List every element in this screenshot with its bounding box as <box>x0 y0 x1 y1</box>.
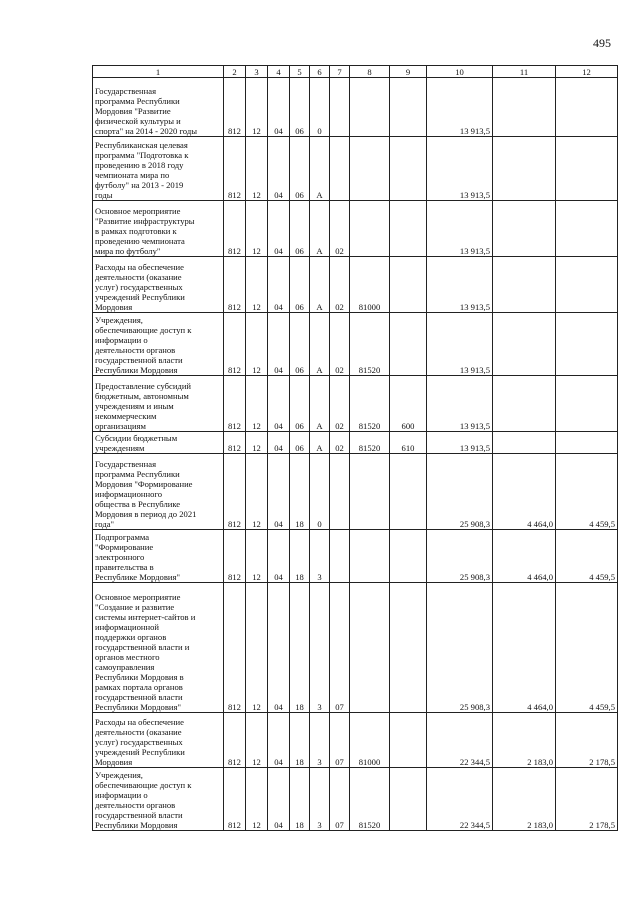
table-row <box>93 530 618 583</box>
cell-col-5: 18 <box>290 768 310 831</box>
cell-col-3: 12 <box>246 583 268 713</box>
cell-col-9 <box>390 768 427 831</box>
cell-col-12: 4 459,5 <box>556 454 618 530</box>
column-header-10: 10 <box>427 66 493 78</box>
cell-col-8 <box>350 583 390 713</box>
table-row <box>93 201 618 257</box>
row-name-cell: Расходы на обеспечение деятельности (оказание услуг) государственных учреждений Республики Мордовия <box>93 257 224 313</box>
column-header-8: 8 <box>350 66 390 78</box>
cell-col-12 <box>556 432 618 454</box>
cell-col-4: 04 <box>268 454 290 530</box>
cell-col-11: 4 464,0 <box>493 454 556 530</box>
table-header-row <box>93 66 618 78</box>
cell-col-7: 02 <box>330 432 350 454</box>
cell-col-8 <box>350 530 390 583</box>
cell-col-7: 07 <box>330 713 350 768</box>
cell-col-3: 12 <box>246 768 268 831</box>
cell-col-3: 12 <box>246 454 268 530</box>
page-number: 495 <box>593 36 611 50</box>
table-row <box>93 78 618 137</box>
budget-table <box>92 65 618 831</box>
cell-col-7: 02 <box>330 257 350 313</box>
cell-col-6: 3 <box>310 583 330 713</box>
cell-col-6: А <box>310 376 330 432</box>
cell-col-4: 04 <box>268 137 290 201</box>
cell-col-4: 04 <box>268 768 290 831</box>
cell-col-3: 12 <box>246 257 268 313</box>
table-row <box>93 713 618 768</box>
cell-col-6: А <box>310 313 330 376</box>
column-header-9: 9 <box>390 66 427 78</box>
cell-col-11 <box>493 432 556 454</box>
cell-col-9 <box>390 257 427 313</box>
column-header-2: 2 <box>224 66 246 78</box>
cell-col-6: 0 <box>310 454 330 530</box>
row-name-cell: Учреждения, обеспечивающие доступ к информации о деятельности органов государственной власти Республики Мордовия <box>93 313 224 376</box>
cell-col-11 <box>493 376 556 432</box>
row-name-cell: Основное мероприятие "Создание и развитие системы интернет-сайтов и информационной поддержки органов государственной власти и органов местного самоуправления Республики Мордовия в рамках портала органов государственной власти Республики Мордовия" <box>93 583 224 713</box>
cell-col-6: 3 <box>310 768 330 831</box>
cell-col-9 <box>390 313 427 376</box>
cell-col-12 <box>556 313 618 376</box>
cell-col-6: А <box>310 137 330 201</box>
cell-col-9: 600 <box>390 376 427 432</box>
cell-col-6: 0 <box>310 78 330 137</box>
cell-col-12 <box>556 78 618 137</box>
cell-col-10: 22 344,5 <box>427 768 493 831</box>
cell-col-7: 02 <box>330 201 350 257</box>
row-name-cell: Расходы на обеспечение деятельности (оказание услуг) государственных учреждений Республики Мордовия <box>93 713 224 768</box>
cell-col-6: А <box>310 201 330 257</box>
cell-col-6: А <box>310 432 330 454</box>
cell-col-3: 12 <box>246 137 268 201</box>
row-name-cell: Предоставление субсидий бюджетным, автономным учреждениям и иным некоммерческим организациям <box>93 376 224 432</box>
cell-col-9 <box>390 201 427 257</box>
cell-col-10: 13 913,5 <box>427 313 493 376</box>
cell-col-9: 610 <box>390 432 427 454</box>
cell-col-5: 18 <box>290 454 310 530</box>
table-row <box>93 313 618 376</box>
cell-col-3: 12 <box>246 78 268 137</box>
cell-col-3: 12 <box>246 432 268 454</box>
cell-col-12: 4 459,5 <box>556 583 618 713</box>
cell-col-8: 81520 <box>350 432 390 454</box>
cell-col-2: 812 <box>224 530 246 583</box>
cell-col-5: 06 <box>290 257 310 313</box>
cell-col-2: 812 <box>224 137 246 201</box>
cell-col-6: 3 <box>310 530 330 583</box>
cell-col-8: 81520 <box>350 768 390 831</box>
cell-col-10: 13 913,5 <box>427 78 493 137</box>
cell-col-9 <box>390 78 427 137</box>
cell-col-2: 812 <box>224 201 246 257</box>
cell-col-2: 812 <box>224 313 246 376</box>
cell-col-10: 13 913,5 <box>427 432 493 454</box>
cell-col-12 <box>556 201 618 257</box>
column-header-7: 7 <box>330 66 350 78</box>
cell-col-7: 07 <box>330 583 350 713</box>
cell-col-11: 4 464,0 <box>493 583 556 713</box>
cell-col-10: 22 344,5 <box>427 713 493 768</box>
row-name-cell: Государственная программа Республики Мордовия "Развитие физической культуры и спорта" на 2014 - 2020 годы <box>93 78 224 137</box>
cell-col-11 <box>493 78 556 137</box>
cell-col-2: 812 <box>224 768 246 831</box>
cell-col-12 <box>556 376 618 432</box>
cell-col-2: 812 <box>224 432 246 454</box>
table-row <box>93 137 618 201</box>
cell-col-12 <box>556 257 618 313</box>
cell-col-7: 02 <box>330 313 350 376</box>
cell-col-7 <box>330 454 350 530</box>
cell-col-3: 12 <box>246 313 268 376</box>
cell-col-8: 81520 <box>350 313 390 376</box>
cell-col-10: 13 913,5 <box>427 257 493 313</box>
table-row <box>93 257 618 313</box>
column-header-12: 12 <box>556 66 618 78</box>
cell-col-10: 25 908,3 <box>427 530 493 583</box>
cell-col-8 <box>350 454 390 530</box>
cell-col-8 <box>350 201 390 257</box>
cell-col-8 <box>350 137 390 201</box>
column-header-4: 4 <box>268 66 290 78</box>
cell-col-7: 07 <box>330 768 350 831</box>
cell-col-4: 04 <box>268 530 290 583</box>
cell-col-5: 06 <box>290 201 310 257</box>
cell-col-4: 04 <box>268 313 290 376</box>
cell-col-5: 06 <box>290 137 310 201</box>
column-header-1: 1 <box>93 66 224 78</box>
cell-col-9 <box>390 454 427 530</box>
cell-col-11: 2 183,0 <box>493 768 556 831</box>
cell-col-7: 02 <box>330 376 350 432</box>
cell-col-6: А <box>310 257 330 313</box>
cell-col-10: 25 908,3 <box>427 583 493 713</box>
cell-col-7 <box>330 530 350 583</box>
row-name-cell: Государственная программа Республики Мордовия "Формирование информационного общества в Республике Мордовия в период до 2021 года" <box>93 454 224 530</box>
cell-col-3: 12 <box>246 713 268 768</box>
row-name-cell: Учреждения, обеспечивающие доступ к информации о деятельности органов государственной власти Республики Мордовия <box>93 768 224 831</box>
column-header-6: 6 <box>310 66 330 78</box>
cell-col-4: 04 <box>268 78 290 137</box>
cell-col-12 <box>556 137 618 201</box>
cell-col-2: 812 <box>224 257 246 313</box>
cell-col-5: 18 <box>290 530 310 583</box>
cell-col-5: 18 <box>290 713 310 768</box>
cell-col-10: 25 908,3 <box>427 454 493 530</box>
cell-col-11 <box>493 137 556 201</box>
cell-col-3: 12 <box>246 530 268 583</box>
column-header-11: 11 <box>493 66 556 78</box>
cell-col-9 <box>390 137 427 201</box>
row-name-cell: Основное мероприятие "Развитие инфраструктуры в рамках подготовки к проведению чемпионата мира по футболу" <box>93 201 224 257</box>
cell-col-10: 13 913,5 <box>427 376 493 432</box>
cell-col-4: 04 <box>268 432 290 454</box>
table-row <box>93 432 618 454</box>
cell-col-12: 2 178,5 <box>556 768 618 831</box>
table-row <box>93 583 618 713</box>
cell-col-8: 81000 <box>350 257 390 313</box>
cell-col-2: 812 <box>224 454 246 530</box>
row-name-cell: Подпрограмма "Формирование электронного правительства в Республике Мордовия" <box>93 530 224 583</box>
cell-col-12: 2 178,5 <box>556 713 618 768</box>
cell-col-8: 81520 <box>350 376 390 432</box>
table-body <box>93 78 618 831</box>
cell-col-4: 04 <box>268 201 290 257</box>
row-name-cell: Республиканская целевая программа "Подготовка к проведению в 2018 году чемпионата мира по футболу" на 2013 - 2019 годы <box>93 137 224 201</box>
cell-col-2: 812 <box>224 78 246 137</box>
row-name-cell: Субсидии бюджетным учреждениям <box>93 432 224 454</box>
cell-col-5: 06 <box>290 78 310 137</box>
cell-col-12: 4 459,5 <box>556 530 618 583</box>
cell-col-3: 12 <box>246 376 268 432</box>
cell-col-4: 04 <box>268 583 290 713</box>
cell-col-7 <box>330 78 350 137</box>
cell-col-11 <box>493 201 556 257</box>
cell-col-3: 12 <box>246 201 268 257</box>
column-header-3: 3 <box>246 66 268 78</box>
cell-col-10: 13 913,5 <box>427 201 493 257</box>
cell-col-9 <box>390 530 427 583</box>
cell-col-4: 04 <box>268 376 290 432</box>
cell-col-5: 06 <box>290 376 310 432</box>
cell-col-2: 812 <box>224 583 246 713</box>
cell-col-4: 04 <box>268 713 290 768</box>
cell-col-7 <box>330 137 350 201</box>
cell-col-11 <box>493 257 556 313</box>
table-row <box>93 376 618 432</box>
cell-col-5: 06 <box>290 313 310 376</box>
cell-col-6: 3 <box>310 713 330 768</box>
cell-col-8: 81000 <box>350 713 390 768</box>
cell-col-8 <box>350 78 390 137</box>
cell-col-5: 18 <box>290 583 310 713</box>
cell-col-4: 04 <box>268 257 290 313</box>
cell-col-2: 812 <box>224 713 246 768</box>
cell-col-10: 13 913,5 <box>427 137 493 201</box>
cell-col-9 <box>390 713 427 768</box>
cell-col-2: 812 <box>224 376 246 432</box>
table-row <box>93 768 618 831</box>
cell-col-5: 06 <box>290 432 310 454</box>
table-row <box>93 454 618 530</box>
column-header-5: 5 <box>290 66 310 78</box>
cell-col-11: 2 183,0 <box>493 713 556 768</box>
cell-col-11: 4 464,0 <box>493 530 556 583</box>
cell-col-11 <box>493 313 556 376</box>
cell-col-9 <box>390 583 427 713</box>
